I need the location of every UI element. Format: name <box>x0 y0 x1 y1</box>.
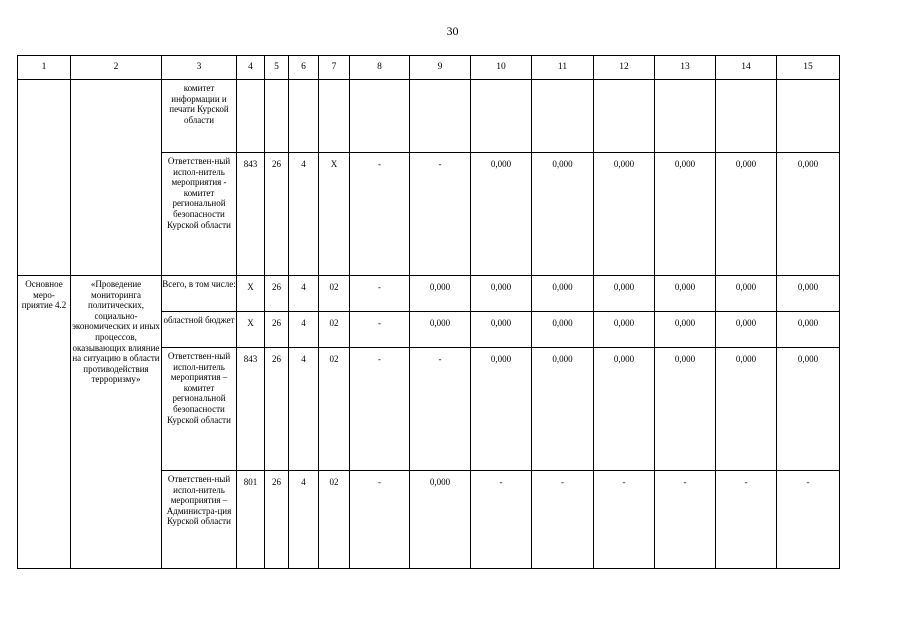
table-row <box>18 276 840 312</box>
value-cell: - <box>350 471 410 569</box>
value-cell: 0,000 <box>777 312 840 348</box>
value-cell: - <box>716 471 777 569</box>
activity-description-cell: «Проведение мониторинга политических, социально-экономических и иных процессов, оказывающих влияние на ситуацию в области противодействия терроризму» <box>71 276 162 569</box>
value-cell: 0,000 <box>655 312 716 348</box>
value-cell <box>289 80 319 153</box>
header-cell: 2 <box>71 56 162 80</box>
value-cell: 02 <box>319 276 350 312</box>
value-cell: - <box>350 276 410 312</box>
value-cell: 0,000 <box>716 153 777 276</box>
budget-table <box>17 55 840 569</box>
header-cell: 12 <box>594 56 655 80</box>
value-cell: 4 <box>289 312 319 348</box>
value-cell <box>319 80 350 153</box>
value-cell: - <box>350 153 410 276</box>
value-cell: - <box>350 312 410 348</box>
value-cell: 0,000 <box>777 153 840 276</box>
value-cell: 801 <box>237 471 265 569</box>
header-cell: 4 <box>237 56 265 80</box>
value-cell: 02 <box>319 312 350 348</box>
header-cell: 9 <box>410 56 471 80</box>
value-cell: 0,000 <box>410 276 471 312</box>
value-cell: 0,000 <box>471 312 532 348</box>
executor-cell: Ответствен-ный испол-нитель мероприятия - комитет региональной безопасности Курской области <box>162 153 237 276</box>
header-cell: 13 <box>655 56 716 80</box>
header-cell: 5 <box>265 56 289 80</box>
value-cell: 4 <box>289 276 319 312</box>
table-row <box>18 80 840 153</box>
value-cell: Х <box>237 312 265 348</box>
value-cell <box>410 80 471 153</box>
value-cell: 0,000 <box>471 153 532 276</box>
value-cell: - <box>410 348 471 471</box>
value-cell: 0,000 <box>410 312 471 348</box>
value-cell: 0,000 <box>594 276 655 312</box>
value-cell: 0,000 <box>716 312 777 348</box>
value-cell <box>716 80 777 153</box>
value-cell: 0,000 <box>594 153 655 276</box>
value-cell <box>265 80 289 153</box>
value-cell: - <box>594 471 655 569</box>
value-cell: 0,000 <box>471 276 532 312</box>
value-cell: 0,000 <box>716 276 777 312</box>
header-cell: 14 <box>716 56 777 80</box>
value-cell: 0,000 <box>655 153 716 276</box>
value-cell: 26 <box>265 348 289 471</box>
value-cell: 843 <box>237 348 265 471</box>
value-cell: 4 <box>289 471 319 569</box>
value-cell: 0,000 <box>655 348 716 471</box>
value-cell: 0,000 <box>471 348 532 471</box>
value-cell: - <box>655 471 716 569</box>
value-cell: 0,000 <box>410 471 471 569</box>
header-cell: 7 <box>319 56 350 80</box>
executor-cell: областной бюджет <box>162 312 237 348</box>
value-cell: - <box>471 471 532 569</box>
value-cell: 26 <box>265 312 289 348</box>
value-cell: Х <box>237 276 265 312</box>
header-cell: 3 <box>162 56 237 80</box>
executor-cell: Всего, в том числе: <box>162 276 237 312</box>
value-cell: 4 <box>289 348 319 471</box>
empty-cell <box>18 80 71 276</box>
value-cell: - <box>410 153 471 276</box>
header-cell: 15 <box>777 56 840 80</box>
value-cell: 0,000 <box>594 348 655 471</box>
value-cell: 0,000 <box>777 276 840 312</box>
header-cell: 8 <box>350 56 410 80</box>
value-cell <box>655 80 716 153</box>
value-cell: 0,000 <box>532 153 594 276</box>
empty-cell <box>71 80 162 276</box>
value-cell: - <box>350 348 410 471</box>
value-cell <box>594 80 655 153</box>
value-cell: 0,000 <box>777 348 840 471</box>
header-cell: 11 <box>532 56 594 80</box>
value-cell: 26 <box>265 153 289 276</box>
header-cell: 1 <box>18 56 71 80</box>
value-cell: 02 <box>319 471 350 569</box>
header-row <box>18 56 840 80</box>
header-cell: 10 <box>471 56 532 80</box>
value-cell: 0,000 <box>532 348 594 471</box>
value-cell <box>532 80 594 153</box>
value-cell <box>350 80 410 153</box>
header-cell: 6 <box>289 56 319 80</box>
value-cell: - <box>532 471 594 569</box>
value-cell: 26 <box>265 276 289 312</box>
value-cell: 4 <box>289 153 319 276</box>
executor-cell: комитет информации и печати Курской области <box>162 80 237 153</box>
executor-cell: Ответствен-ный испол-нитель мероприятия – Администра-ция Курской области <box>162 471 237 569</box>
value-cell: 0,000 <box>716 348 777 471</box>
executor-cell: Ответствен-ный испол-нитель мероприятия – комитет региональной безопасности Курской области <box>162 348 237 471</box>
activity-name-cell: Основное меро-приятие 4.2 <box>18 276 71 569</box>
page-number: 30 <box>446 24 459 38</box>
value-cell <box>471 80 532 153</box>
value-cell <box>777 80 840 153</box>
value-cell: 0,000 <box>532 276 594 312</box>
value-cell: - <box>777 471 840 569</box>
value-cell: 0,000 <box>532 312 594 348</box>
value-cell <box>237 80 265 153</box>
value-cell: 02 <box>319 348 350 471</box>
value-cell: 843 <box>237 153 265 276</box>
value-cell: 0,000 <box>594 312 655 348</box>
value-cell: Х <box>319 153 350 276</box>
value-cell: 26 <box>265 471 289 569</box>
value-cell: 0,000 <box>655 276 716 312</box>
